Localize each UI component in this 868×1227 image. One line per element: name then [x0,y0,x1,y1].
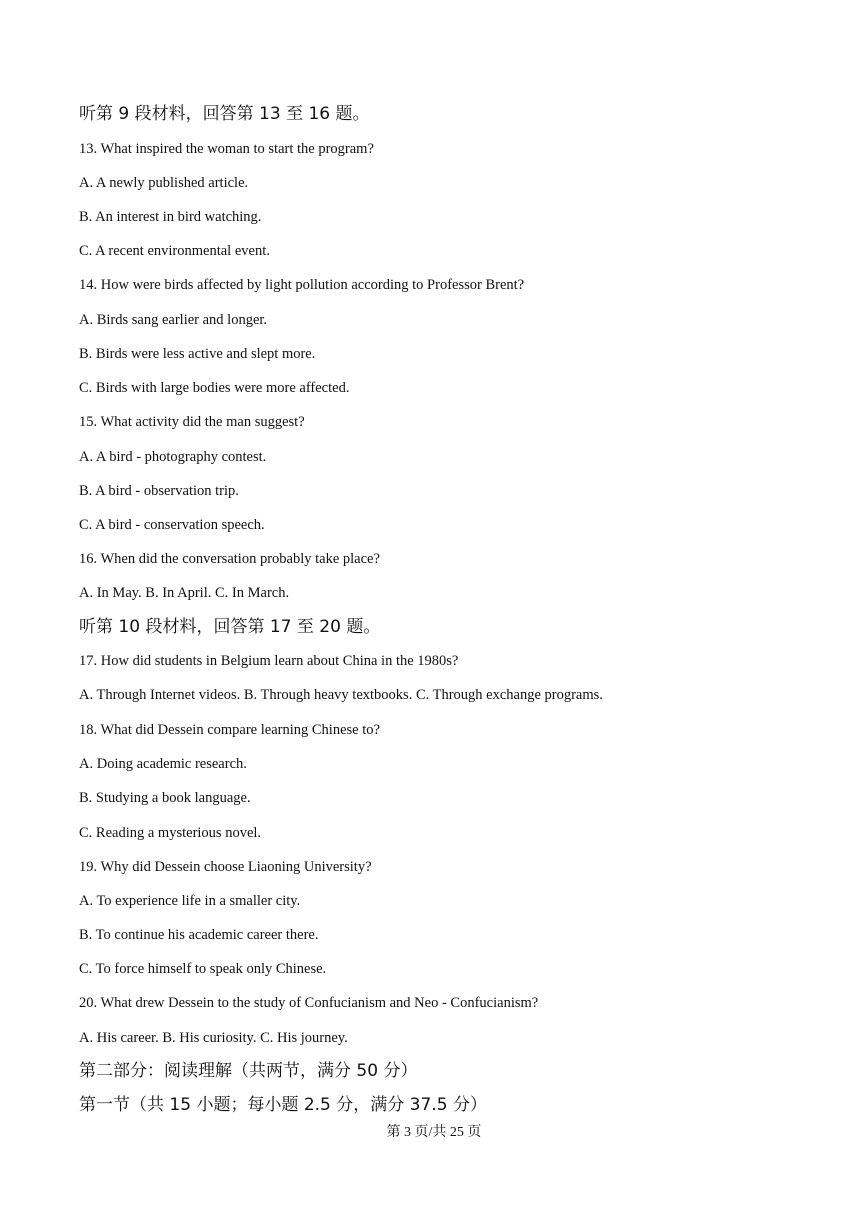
option-14-b: B. Birds were less active and slept more. [79,346,316,362]
option-14-a: A. Birds sang earlier and longer. [79,312,268,328]
option-15-c: C. A bird - conservation speech. [79,517,265,533]
options-16: A. In May. B. In April. C. In March. [79,585,290,601]
options-20: A. His career. B. His curiosity. C. His journey. [79,1030,348,1046]
option-14-c: C. Birds with large bodies were more affected. [79,380,350,396]
option-13-c: C. A recent environmental event. [79,243,270,259]
question-14: 14. How were birds affected by light pollution according to Professor Brent? [79,277,525,293]
part-heading-reading: 第二部分：阅读理解（共两节，满分 50 分） [79,1061,418,1081]
option-19-b: B. To continue his academic career there. [79,927,319,943]
page-number: 第 3 页/共 25 页 [386,1125,482,1140]
question-17: 17. How did students in Belgium learn about China in the 1980s? [79,653,459,669]
section-heading-reading-1: 第一节（共 15 小题；每小题 2.5 分，满分 37.5 分） [79,1095,487,1115]
option-13-b: B. An interest in bird watching. [79,209,262,225]
option-19-a: A. To experience life in a smaller city. [79,893,301,909]
option-13-a: A. A newly published article. [79,175,249,191]
section-heading-9: 听第 9 段材料，回答第 13 至 16 题。 [79,104,370,124]
option-15-a: A. A bird - photography contest. [79,449,267,465]
option-19-c: C. To force himself to speak only Chinese. [79,961,327,977]
question-20: 20. What drew Dessein to the study of Confucianism and Neo - Confucianism? [79,995,539,1011]
question-18: 18. What did Dessein compare learning Chinese to? [79,722,380,738]
question-16: 16. When did the conversation probably take place? [79,551,380,567]
option-18-b: B. Studying a book language. [79,790,251,806]
question-13: 13. What inspired the woman to start the program? [79,141,374,157]
option-15-b: B. A bird - observation trip. [79,483,239,499]
question-19: 19. Why did Dessein choose Liaoning University? [79,859,372,875]
section-heading-10: 听第 10 段材料，回答第 17 至 20 题。 [79,617,381,637]
question-15: 15. What activity did the man suggest? [79,414,305,430]
option-18-a: A. Doing academic research. [79,756,247,772]
option-18-c: C. Reading a mysterious novel. [79,825,262,841]
options-17: A. Through Internet videos. B. Through heavy textbooks. C. Through exchange programs. [79,687,603,703]
